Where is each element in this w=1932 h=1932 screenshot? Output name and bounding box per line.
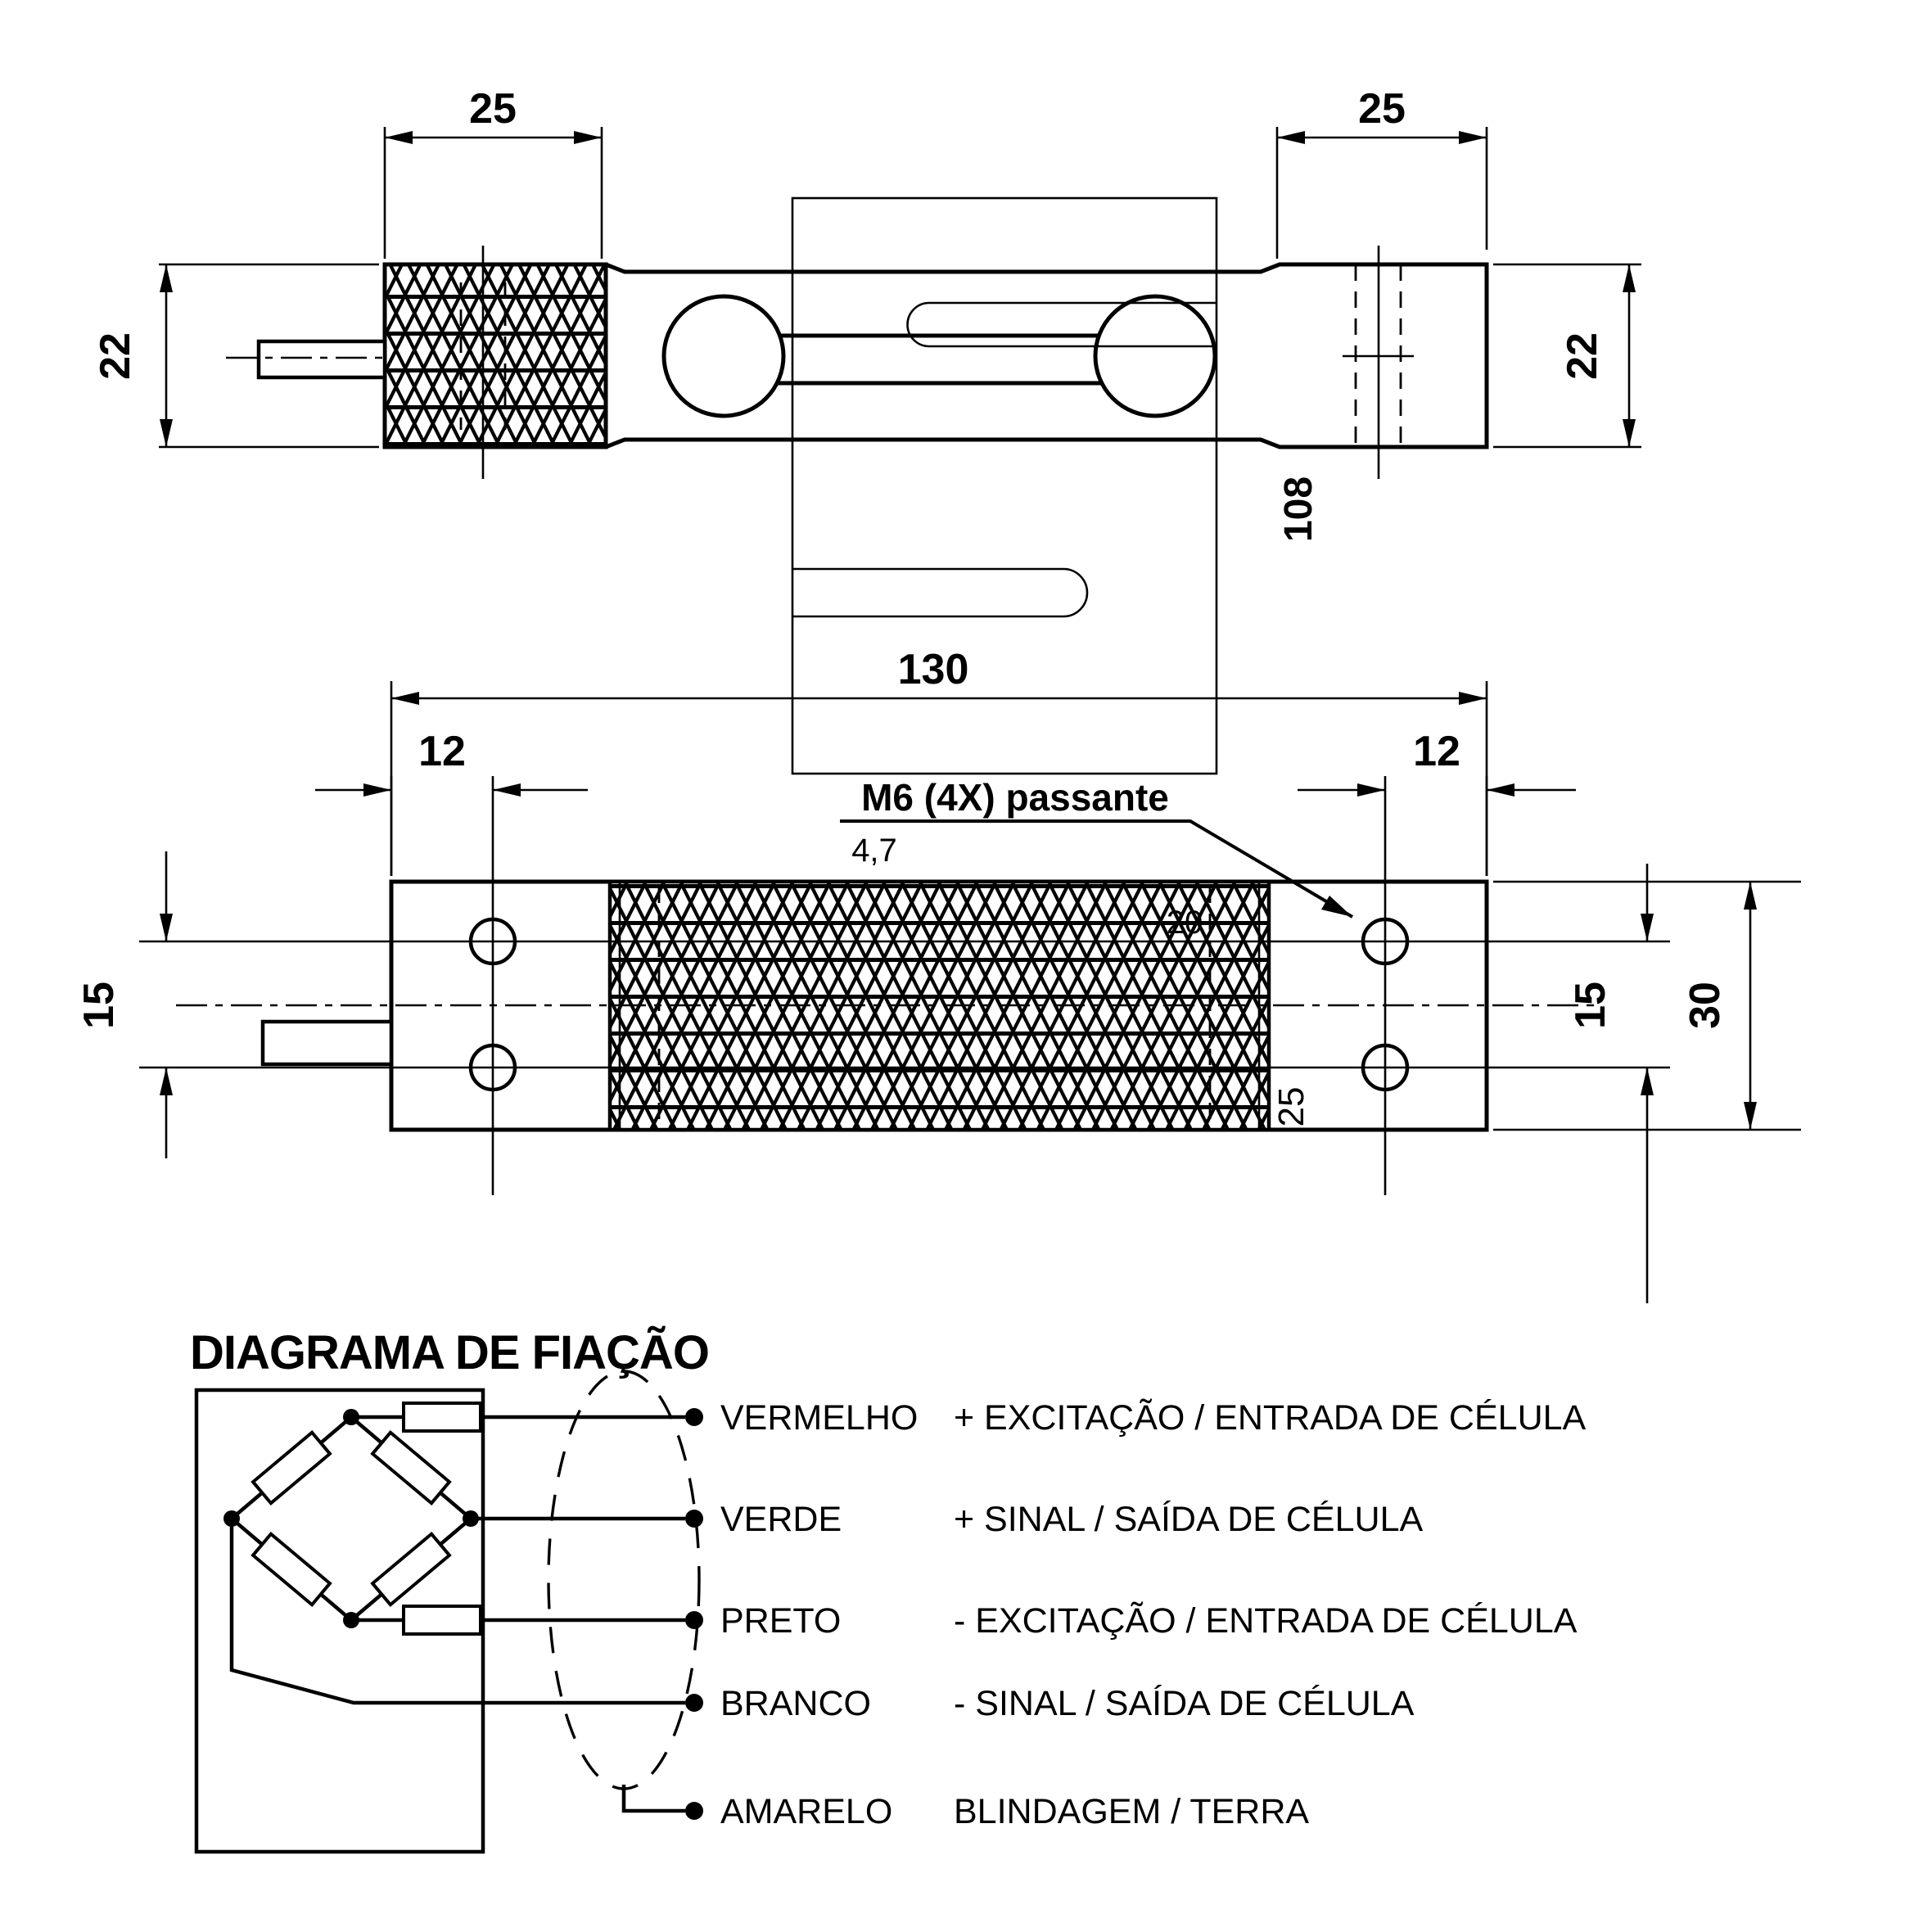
dim-label: 12 <box>418 728 466 775</box>
dim-108-label: 108 <box>1277 476 1320 543</box>
wire-name: AMARELO <box>720 1792 893 1831</box>
wire-name: BRANCO <box>720 1684 871 1723</box>
wire-function: + SINAL / SAÍDA DE CÉLULA <box>954 1500 1424 1539</box>
dim-label: 130 <box>897 646 969 693</box>
compensation-resistor-top <box>404 1403 481 1431</box>
thread-note-label: M6 (4X) passante <box>861 776 1169 819</box>
dim-label: 25 <box>1358 85 1406 133</box>
wire-function: - EXCITAÇÃO / ENTRADA DE CÉLULA <box>954 1601 1578 1641</box>
dim-label: 22 <box>1559 332 1606 380</box>
dim-label: 22 <box>92 332 139 380</box>
wiring-title: DIAGRAMA DE FIAÇÃO <box>190 1326 709 1379</box>
wire-name: VERMELHO <box>720 1398 919 1438</box>
gauge-area-label: 20 <box>1166 905 1203 941</box>
boot-lip-label: 4,7 <box>851 833 897 869</box>
dim-label: 25 <box>469 85 517 133</box>
dim-label: 15 <box>75 982 123 1029</box>
wire-function: - SINAL / SAÍDA DE CÉLULA <box>954 1684 1415 1723</box>
wire-function: + EXCITAÇÃO / ENTRADA DE CÉLULA <box>954 1398 1587 1438</box>
compensation-resistor-bottom <box>404 1606 481 1634</box>
node-left <box>223 1510 240 1527</box>
dim-label: 12 <box>1413 728 1460 775</box>
node-bottom <box>343 1612 359 1628</box>
node-top <box>343 1409 359 1425</box>
wire-function: BLINDAGEM / TERRA <box>954 1792 1310 1831</box>
wire-name: VERDE <box>720 1500 842 1539</box>
wire-name: PRETO <box>720 1601 842 1641</box>
dim-label: 15 <box>1567 982 1614 1029</box>
node-right <box>463 1510 479 1527</box>
dim-label: 30 <box>1681 982 1729 1029</box>
side-cable-stub <box>259 341 385 377</box>
plan-cable-stub <box>263 1022 391 1064</box>
side-knurl-block <box>385 264 606 447</box>
knurl-width-label: 25 <box>1271 1086 1311 1127</box>
